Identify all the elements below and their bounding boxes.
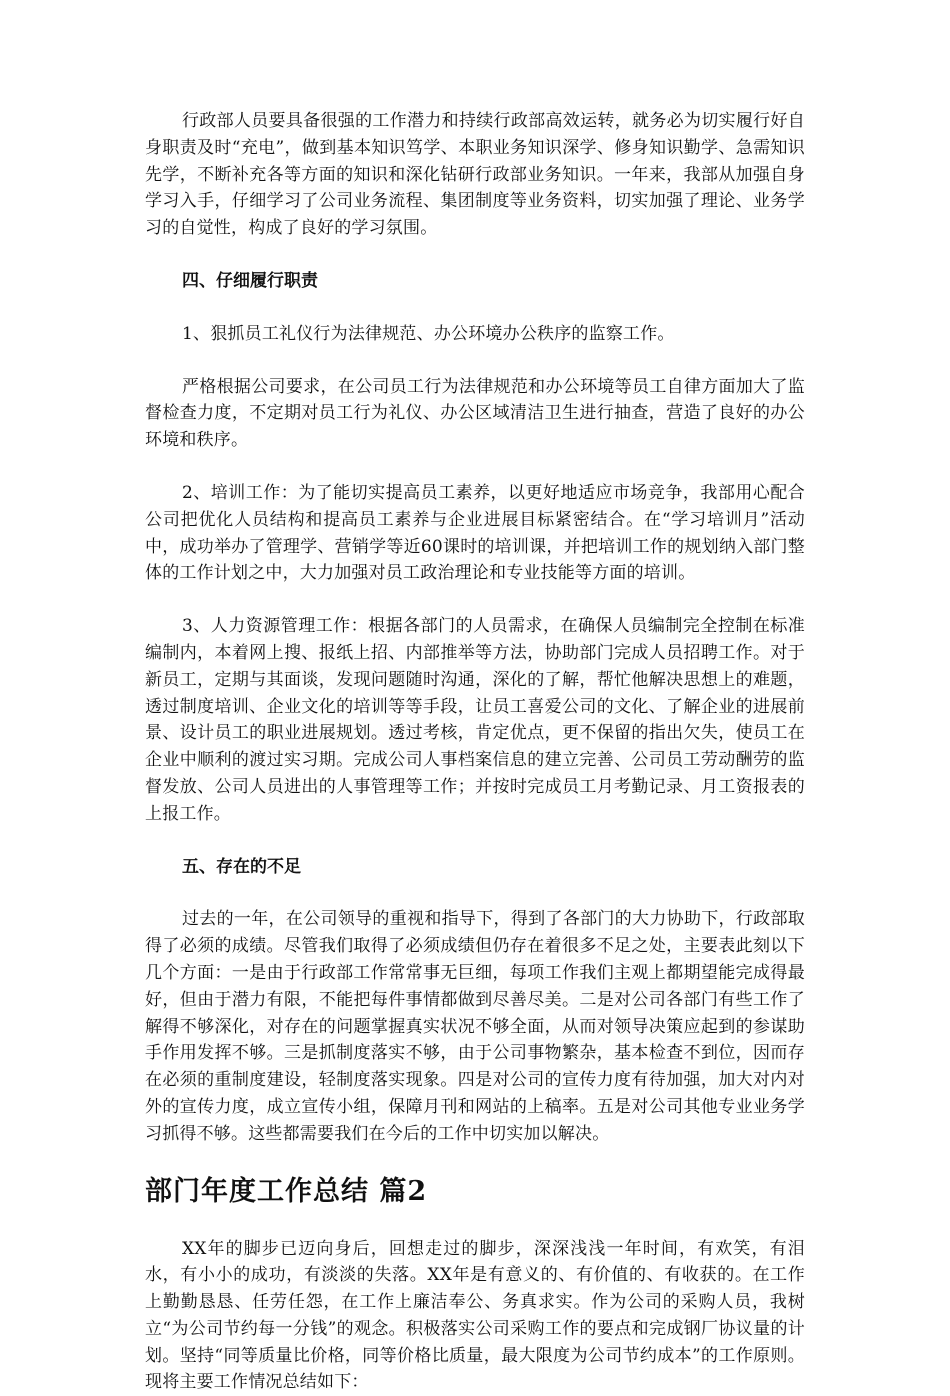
paragraph-procurement: XX年的脚步已迈向身后，回想走过的脚步，深深浅浅一年时间，有欢笑，有泪水，有小小的成功，有淡淡的失落。XX年是有意义的、有价值的、有收获的。在工作上勤勤恳恳、任劳任怨，在工作上廉洁奉公、务真求实。作为公司的采购人员，我树立“为公司节约每一分钱”的观念。积极落实公司采购工作的要点和完成钢厂协议量的计划。坚持“同等质量比价格，同等价格比质量，最大限度为公司节约成本”的工作原则。现将主要工作情况总结如下：: [145, 1236, 805, 1396]
document-page: [145, 108, 805, 1396]
paragraph-supervision: 严格根据公司要求，在公司员工行为法律规范和办公环境等员工自律方面加大了监督检查力度，不定期对员工行为礼仪、办公区域清洁卫生进行抽查，营造了良好的办公环境和秩序。: [145, 374, 805, 454]
heading-section-five: 五、存在的不足: [145, 854, 805, 881]
paragraph-training: 2、培训工作：为了能切实提高员工素养，以更好地适应市场竞争，我部用心配合公司把优化人员结构和提高员工素养与企业进展目标紧密结合。在“学习培训月”活动中，成功举办了管理学、营销学等近60课时的培训课，并把培训工作的规划纳入部门整体的工作计划之中，大力加强对员工政治理论和专业技能等方面的培训。: [145, 480, 805, 587]
section-title-part-two: 部门年度工作总结 篇2: [145, 1172, 805, 1212]
paragraph-item-one: 1、狠抓员工礼仪行为法律规范、办公环境办公秩序的监察工作。: [145, 321, 805, 348]
paragraph-shortcomings: 过去的一年，在公司领导的重视和指导下，得到了各部门的大力协助下，行政部取得了必须的成绩。尽管我们取得了必须成绩但仍存在着很多不足之处，主要表此刻以下几个方面：一是由于行政部工作常常事无巨细，每项工作我们主观上都期望能完成得最好，但由于潜力有限，不能把每件事情都做到尽善尽美。二是对公司各部门有些工作了解得不够深化，对存在的问题掌握真实状况不够全面，从而对领导决策应起到的参谋助手作用发挥不够。三是抓制度落实不够，由于公司事物繁杂，基本检查不到位，因而存在必须的重制度建设，轻制度落实现象。四是对公司的宣传力度有待加强，加大对内对外的宣传力度，成立宣传小组，保障月刊和网站的上稿率。五是对公司其他专业业务学习抓得不够。这些都需要我们在今后的工作中切实加以解决。: [145, 906, 805, 1147]
paragraph-hr: 3、人力资源管理工作：根据各部门的人员需求，在确保人员编制完全控制在标准编制内，本着网上搜、报纸上招、内部推举等方法，协助部门完成人员招聘工作。对于新员工，定期与其面谈，发现问题随时沟通，深化的了解，帮忙他解决思想上的难题，透过制度培训、企业文化的培训等等手段，让员工喜爱公司的文化、了解企业的进展前景、设计员工的职业进展规划。透过考核，肯定优点，更不保留的指出欠失，使员工在企业中顺利的渡过实习期。完成公司人事档案信息的建立完善、公司员工劳动酬劳的监督发放、公司人员进出的人事管理等工作；并按时完成员工月考勤记录、月工资报表的上报工作。: [145, 613, 805, 827]
paragraph-study: 行政部人员要具备很强的工作潜力和持续行政部高效运转，就务必为切实履行好自身职责及时“充电”，做到基本知识笃学、本职业务知识深学、修身知识勤学、急需知识先学，不断补充各等方面的知识和深化钻研行政部业务知识。一年来，我部从加强自身学习入手，仔细学习了公司业务流程、集团制度等业务资料，切实加强了理论、业务学习的自觉性，构成了良好的学习氛围。: [145, 108, 805, 242]
heading-section-four: 四、仔细履行职责: [145, 268, 805, 295]
